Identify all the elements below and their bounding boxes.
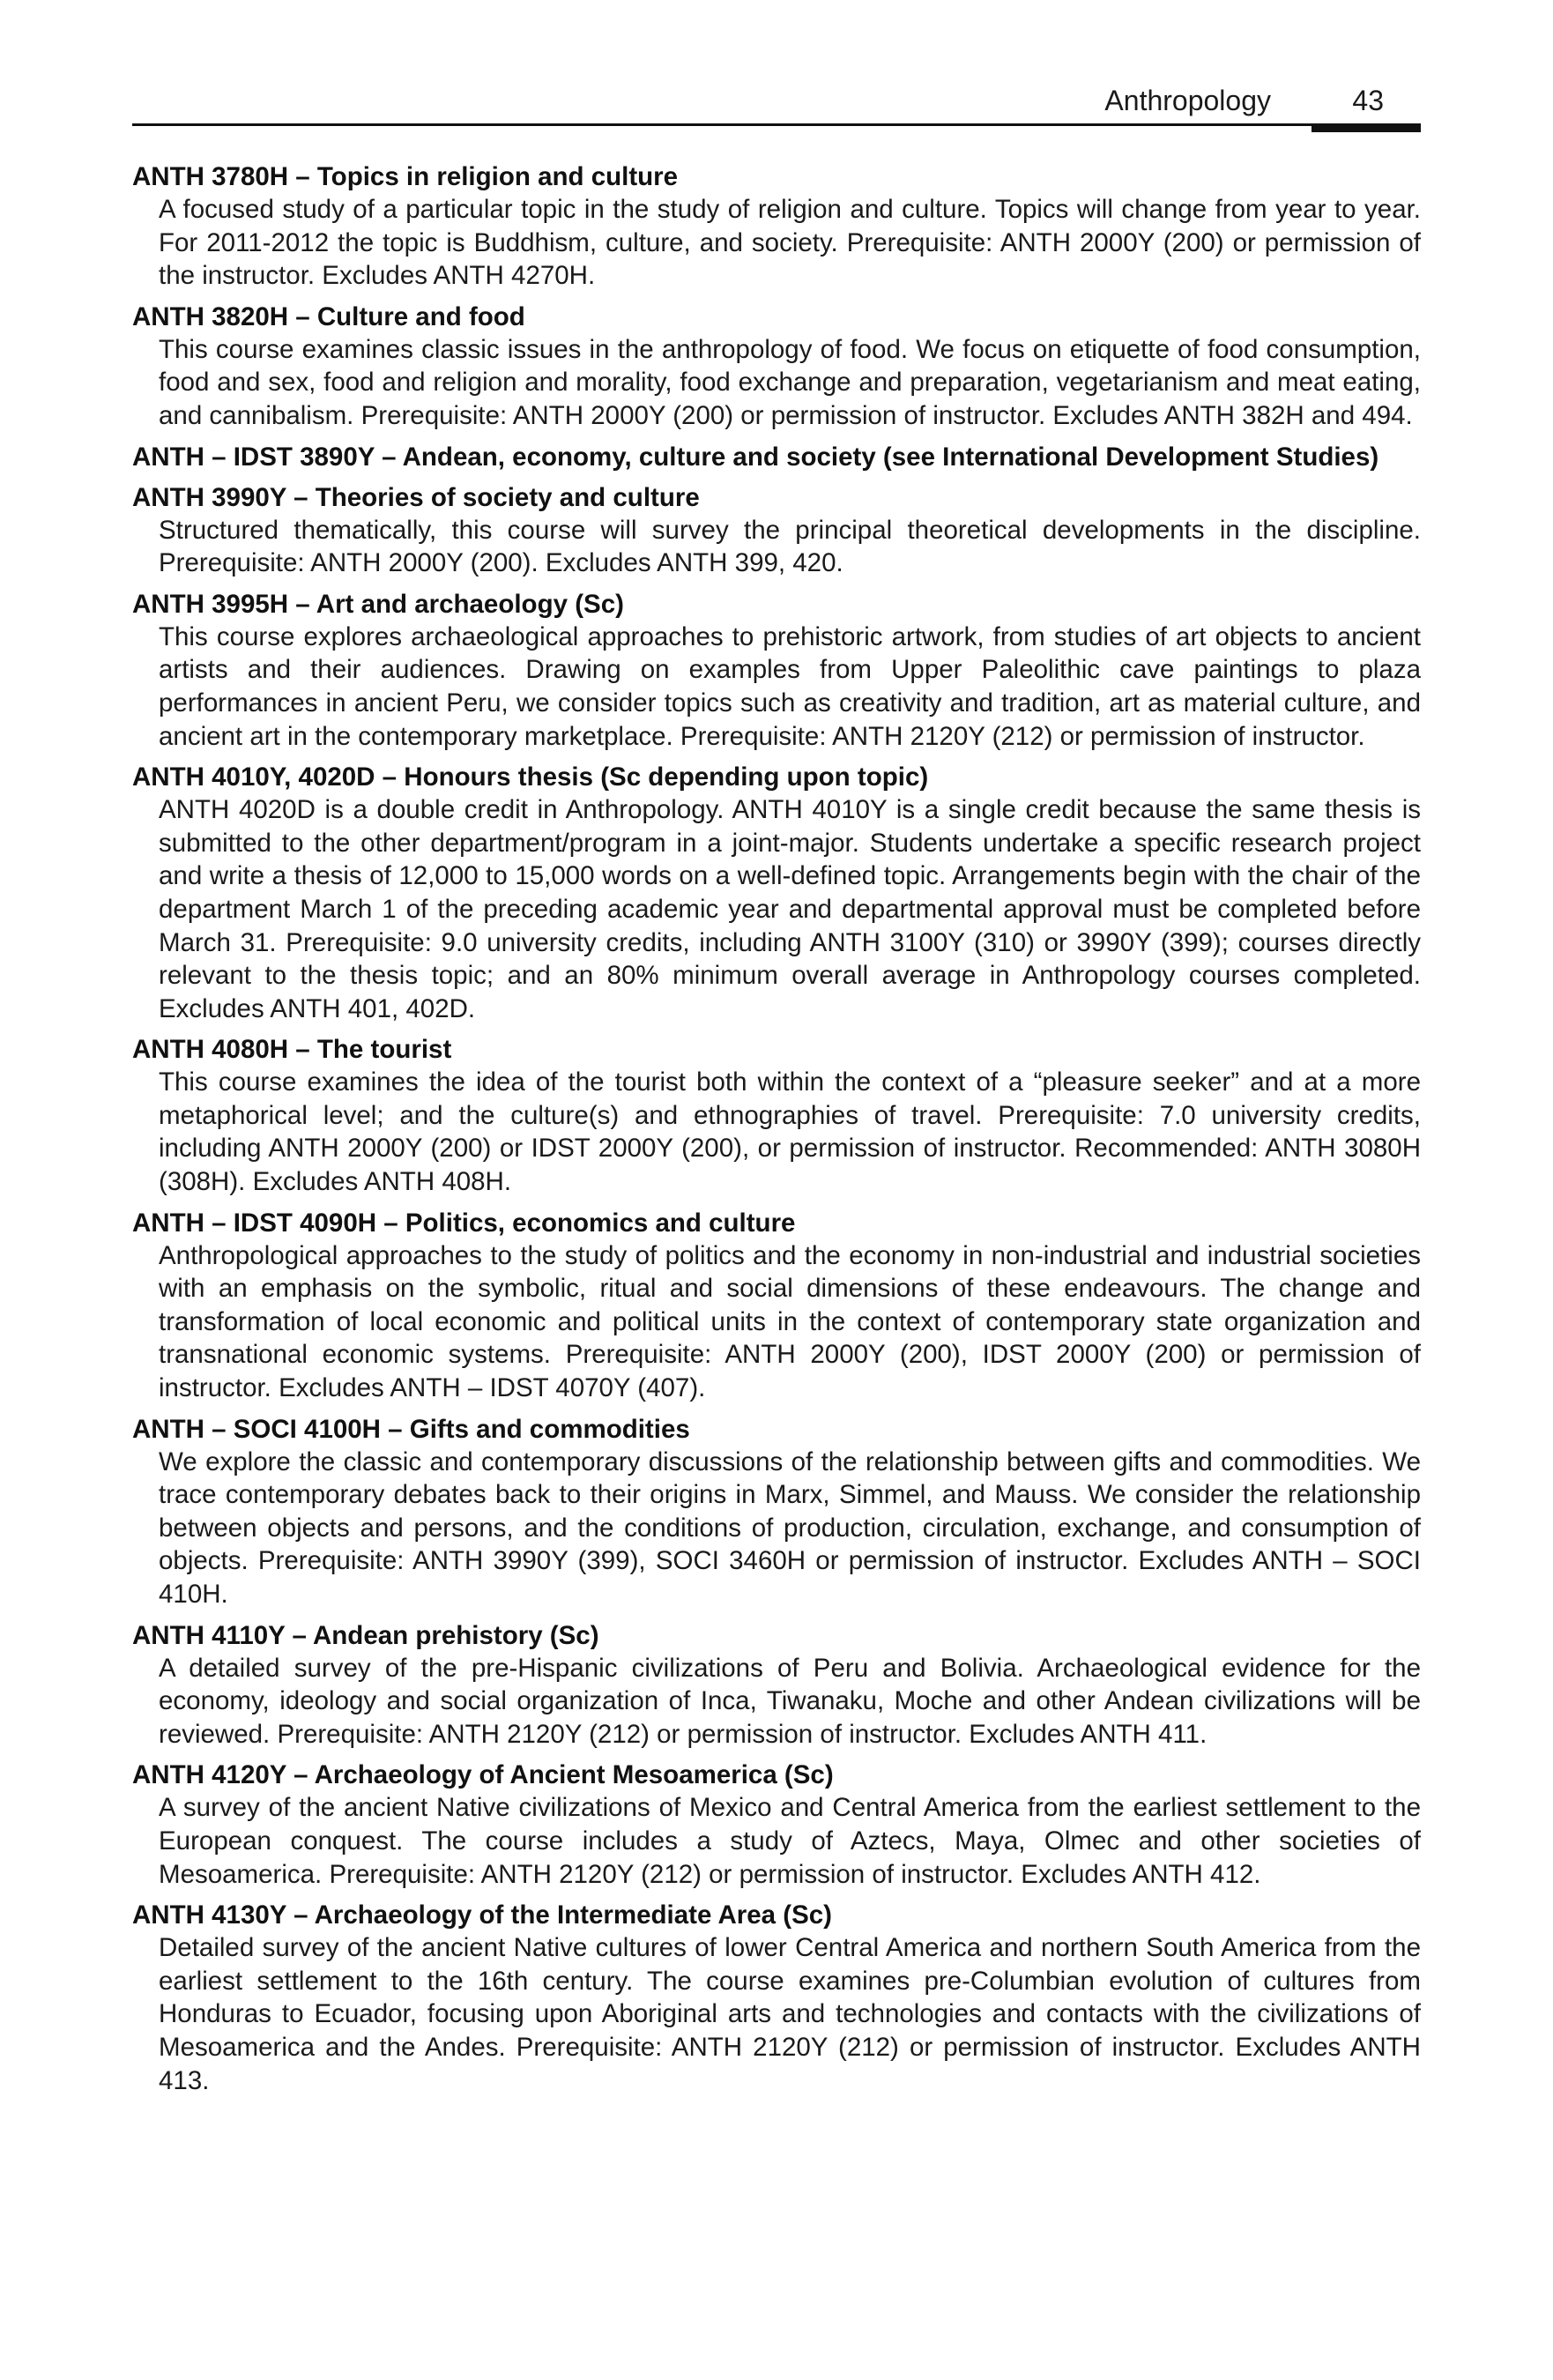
course-entry [132,1619,1421,1752]
course-title: ANTH – SOCI 4100H – Gifts and commodities [132,1414,690,1444]
course-description: A detailed survey of the pre-Hispanic civilizations of Peru and Bolivia. Archaeological evidence for the economy, ideology and social organization of Inca, Tiwanaku, Moche and other Andean civilizations will be reviewed. Prerequisite: ANTH 2120Y (212) or permission of instructor. Excludes ANTH 411. [159,1653,1421,1749]
running-header-section: Anthropology [1104,85,1271,116]
course-title: ANTH 3780H – Topics in religion and culture [132,162,679,191]
course-entry [132,761,1421,1025]
course-title: ANTH – IDST 3890Y – Andean, economy, culture and society (see International Development Studies) [132,442,1379,472]
course-entry [132,588,1421,753]
course-title: ANTH 3990Y – Theories of society and culture [132,482,700,512]
course-title: ANTH – IDST 4090H – Politics, economics and culture [132,1208,796,1238]
course-description: Structured thematically, this course will survey the principal theoretical developments in the discipline. Prerequisite: ANTH 2000Y (200). Excludes ANTH 399, 420. [159,515,1421,578]
course-entry [132,441,1421,473]
course-description: Detailed survey of the ancient Native cultures of lower Central America and northern South America from the earliest settlement to the 16th century. The course examines pre-Columbian evolution of cultures from Honduras to Ecuador, focusing upon Aboriginal arts and technologies and contacts with the civilizations of Mesoamerica and the Andes. Prerequisite: ANTH 2120Y (212) or permission of instructor. Excludes ANTH 413. [159,1933,1421,2095]
course-description: This course examines the idea of the tourist both within the context of a “pleasure seeker” and at a more metaphorical level; and the culture(s) and ethnographies of travel. Prerequisite: 7.0 university credits, including ANTH 2000Y (200) or IDST 2000Y (200), or permission of instructor. Recommended: ANTH 3080H (308H). Excludes ANTH 408H. [159,1067,1421,1197]
course-description: This course explores archaeological approaches to prehistoric artwork, from studies of art objects to ancient artists and their audiences. Drawing on examples from Upper Paleolithic cave paintings to plaza performances in ancient Peru, we consider topics such as creativity and tradition, art as material culture, and ancient art in the contemporary marketplace. Prerequisite: ANTH 2120Y (212) or permission of instructor. [159,621,1421,751]
course-entry [132,1033,1421,1198]
course-description: This course examines classic issues in the anthropology of food. We focus on etiquette of food consumption, food and sex, food and religion and morality, food exchange and preparation, vegetarianism and meat eating, and cannibalism. Prerequisite: ANTH 2000Y (200) or permission of instructor. Excludes ANTH 382H and 494. [159,334,1421,430]
course-title: ANTH 4080H – The tourist [132,1035,452,1065]
header-rule [132,123,1313,126]
course-entry [132,1899,1421,2097]
course-title: ANTH 4130Y – Archaeology of the Intermediate Area (Sc) [132,1900,833,1930]
course-title: ANTH 3995H – Art and archaeology (Sc) [132,589,624,619]
course-listing [132,160,1421,2105]
page-number: 43 [1352,85,1384,116]
course-title: ANTH 4120Y – Archaeology of Ancient Mesoamerica (Sc) [132,1760,834,1790]
course-entry [132,1207,1421,1405]
course-title: ANTH 4010Y, 4020D – Honours thesis (Sc depending upon topic) [132,762,929,792]
header-tab-marker [1312,123,1421,132]
course-description: A survey of the ancient Native civilizations of Mexico and Central America from the earliest settlement to the European conquest. The course includes a study of Aztecs, Maya, Olmec and other societies of Mesoamerica. Prerequisite: ANTH 2120Y (212) or permission of instructor. Excludes ANTH 412. [159,1793,1421,1889]
course-description: We explore the classic and contemporary discussions of the relationship between gifts and commodities. We trace contemporary debates back to their origins in Marx, Simmel, and Mauss. We consider the relationship between objects and persons, and the conditions of production, circulation, exchange, and consumption of objects. Prerequisite: ANTH 3990Y (399), SOCI 3460H or permission of instructor. Excludes ANTH – SOCI 410H. [159,1447,1421,1609]
page-header [132,78,1421,130]
course-title: ANTH 3820H – Culture and food [132,301,525,331]
course-description: Anthropological approaches to the study of politics and the economy in non-industrial and industrial societies with an emphasis on the symbolic, ritual and social dimensions of these endeavours. The change and transformation of local economic and political units in the context of contemporary state organization and transnational economic systems. Prerequisite: ANTH 2000Y (200), IDST 2000Y (200) or permission of instructor. Excludes ANTH – IDST 4070Y (407). [159,1240,1421,1403]
course-entry [132,1759,1421,1891]
course-entry [132,301,1421,433]
course-description: A focused study of a particular topic in the study of religion and culture. Topics will change from year to year. For 2011-2012 the topic is Buddhism, culture, and society. Prerequisite: ANTH 2000Y (200) or permission of the instructor. Excludes ANTH 4270H. [159,195,1421,291]
course-entry [132,160,1421,293]
course-entry [132,481,1421,580]
course-entry [132,1413,1421,1611]
course-title: ANTH 4110Y – Andean prehistory (Sc) [132,1620,599,1650]
course-description: ANTH 4020D is a double credit in Anthropology. ANTH 4010Y is a single credit because the same thesis is submitted to the other department/program in a joint-major. Students undertake a specific research project and write a thesis of 12,000 to 15,000 words on a well-defined topic. Arrangements begin with the chair of the department March 1 of the preceding academic year and departmental approval must be completed before March 31. Prerequisite: 9.0 university credits, including ANTH 3100Y (310) or 3990Y (399); courses directly relevant to the thesis topic; and an 80% minimum overall average in Anthropology courses completed. Excludes ANTH 401, 402D. [159,795,1421,1023]
